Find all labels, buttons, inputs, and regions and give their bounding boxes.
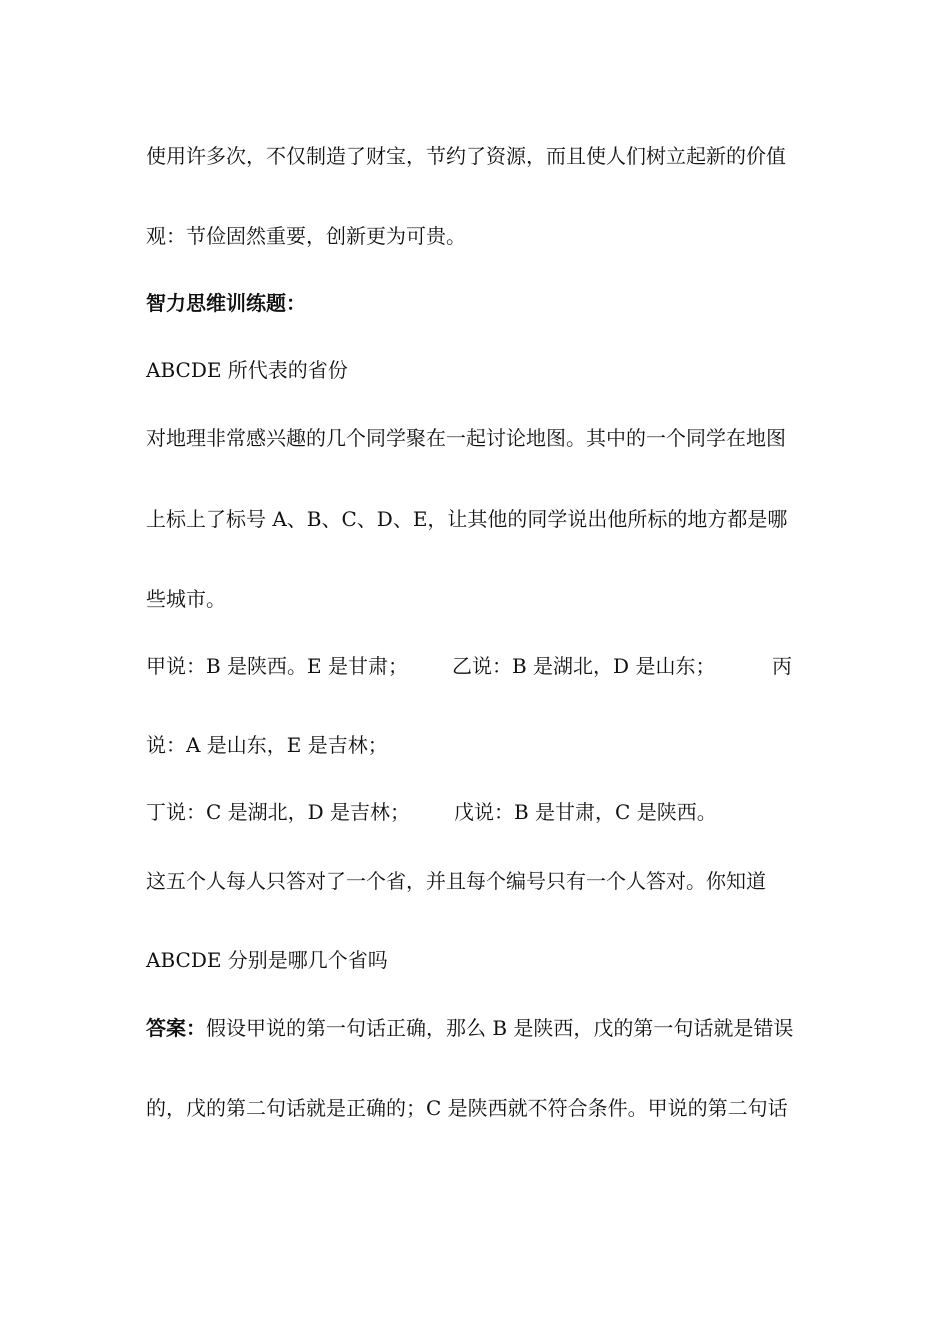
statement-bing-start: 丙 <box>772 654 792 678</box>
statement-jia: 甲说：B 是陕西。E 是甘肃； <box>146 654 409 678</box>
paragraph-line: 上标上了标号 A、B、C、D、E，让其他的同学说出他所标的地方都是哪 <box>146 507 788 531</box>
statement-ding: 丁说：C 是湖北，D 是吉林； <box>146 800 411 824</box>
statement-yi: 乙说：B 是湖北，D 是山东； <box>452 654 716 678</box>
section-heading: 智力思维训练题： <box>146 291 306 315</box>
statement-bing-rest: 说：A 是山东，E 是吉林； <box>146 733 388 757</box>
paragraph-line: 的，戊的第二句话就是正确的；C 是陕西就不符合条件。甲说的第二句话 <box>146 1096 788 1120</box>
paragraph-line: 观：节俭固然重要，创新更为可贵。 <box>146 224 466 248</box>
paragraph-line: 这五个人每人只答对了一个省，并且每个编号只有一个人答对。你知道 <box>146 869 766 893</box>
answer-text: 假设甲说的第一句话正确，那么 B 是陕西，戊的第一句话就是错误 <box>206 1016 794 1040</box>
statement-wu: 戊说：B 是甘肃，C 是陕西。 <box>454 800 717 824</box>
paragraph-line: 使用许多次，不仅制造了财宝，节约了资源，而且使人们树立起新的价值 <box>146 144 786 168</box>
paragraph-line: 对地理非常感兴趣的几个同学聚在一起讨论地图。其中的一个同学在地图 <box>146 426 786 450</box>
answer-label: 答案： <box>146 1016 206 1040</box>
puzzle-title: ABCDE 所代表的省份 <box>146 358 348 382</box>
paragraph-line: 些城市。 <box>146 587 226 611</box>
answer-line <box>146 1014 793 1042</box>
paragraph-line: ABCDE 分别是哪几个省吗 <box>146 948 388 972</box>
